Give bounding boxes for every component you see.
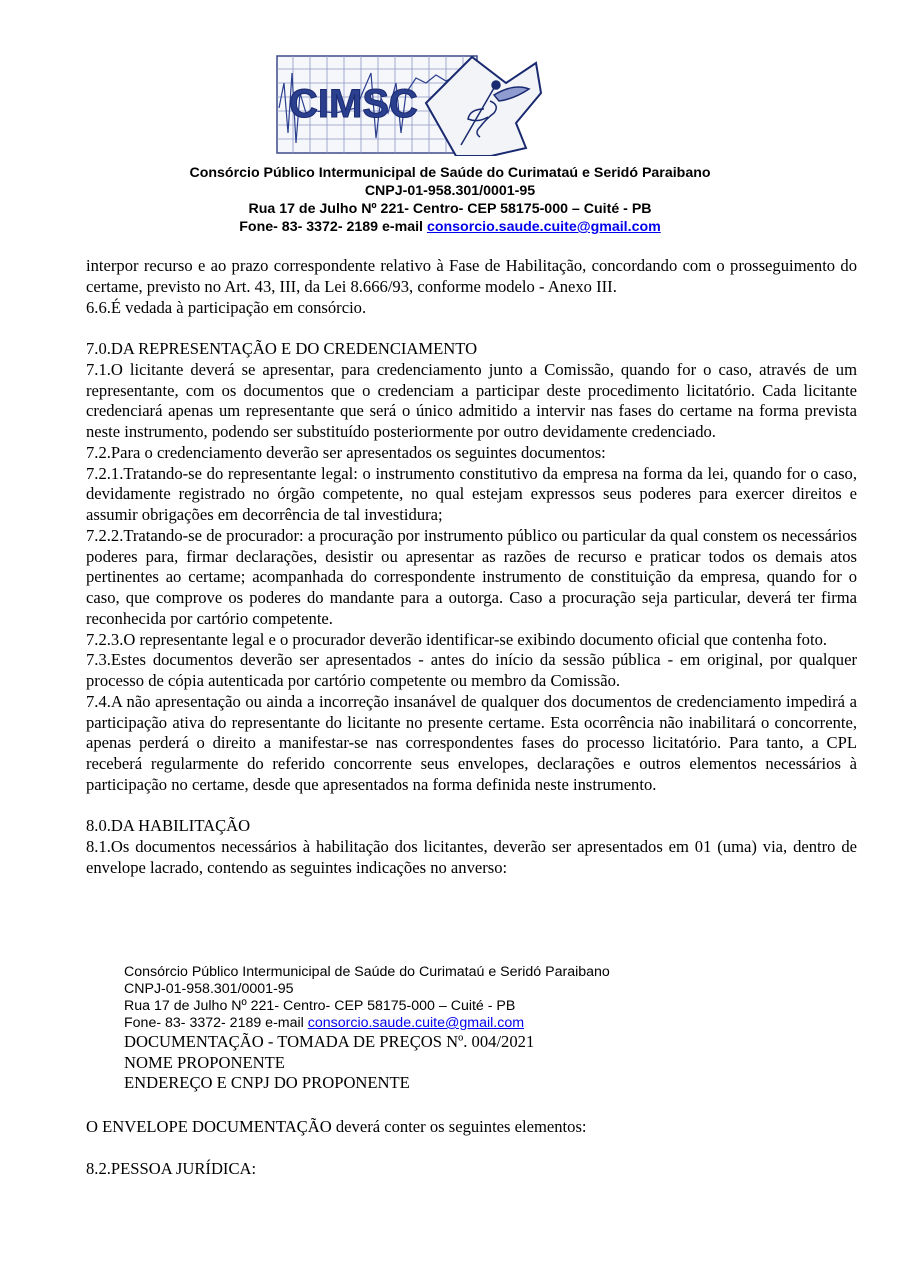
paragraph-7-3: 7.3.Estes documentos deverão ser apresentados - antes do início da sessão pública - em original, por qualquer processo de cópia autenticada por cartório competente ou membro da Comissão. <box>86 650 857 690</box>
document-body-end <box>86 1117 857 1179</box>
paragraph-7-4: 7.4.A não apresentação ou ainda a incorreção insanável de qualquer dos documentos de credenciamento impedirá a participação ativa do representante do licitante no presente certame. Esta ocorrência não inabilitará o concorrente, apenas perderá o direito a manifestar-se nas correspondentes fases do processo licitatório. Para tanto, a CPL receberá regularmente do referido concorrente seus envelopes, declarações e outros elementos necessários à participação no certame, desde que apresentados na forma definida neste instrumento. <box>86 691 857 794</box>
envelope-doc-line: DOCUMENTAÇÃO - TOMADA DE PREÇOS Nº. 004/2021 <box>124 1032 535 1051</box>
envelope-label-block <box>124 964 824 1094</box>
header-org-name: Consórcio Público Intermunicipal de Saúde do Curimataú e Seridó Paraibano <box>189 165 711 181</box>
envelope-phone: Fone- 83- 3372- 2189 e-mail <box>124 1015 308 1031</box>
paragraph-7-2-1: 7.2.1.Tratando-se do representante legal: o instrumento constitutivo da empresa na forma da lei, quando for o caso, devidamente registrado no órgão competente, no qual estejam expressos seus poderes para exercer direitos e assumir obrigações em decorrência de tal investidura; <box>86 463 857 524</box>
header-phone: Fone- 83- 3372- 2189 e-mail <box>239 219 427 235</box>
envelope-name-line: NOME PROPONENTE <box>124 1052 285 1072</box>
document-body <box>86 256 857 879</box>
section-7-title: 7.0.DA REPRESENTAÇÃO E DO CREDENCIAMENTO <box>86 339 478 358</box>
envelope-address-line: ENDEREÇO E CNPJ DO PROPONENTE <box>124 1073 410 1092</box>
envelope-contents-line: O ENVELOPE DOCUMENTAÇÃO deverá conter os seguintes elementos: <box>86 1117 587 1136</box>
paragraph-continuation: interpor recurso e ao prazo correspondente relativo à Fase de Habilitação, concordando com o prosseguimento do certame, previsto no Art. 43, III, da Lei 8.666/93, conforme modelo - Anexo III. <box>86 256 857 296</box>
envelope-org-name: Consórcio Público Intermunicipal de Saúde do Curimataú e Seridó Paraibano <box>124 964 610 980</box>
paragraph-6-6: 6.6.É vedada à participação em consórcio. <box>86 297 367 317</box>
envelope-email-link[interactable]: consorcio.saude.cuite@gmail.com <box>307 1015 525 1031</box>
svg-text:CIMSC: CIMSC <box>289 82 418 126</box>
cimsc-logo <box>276 53 542 156</box>
header-contact <box>0 218 900 236</box>
cimsc-logo-graphic <box>276 53 542 156</box>
envelope-address: Rua 17 de Julho Nº 221- Centro- CEP 58175-000 – Cuité - PB <box>124 998 516 1014</box>
paragraph-7-1: 7.1.O licitante deverá se apresentar, para credenciamento junto a Comissão, quando for o caso, através de um representante, com os documentos que o credenciam a participar deste procedimento licitatório. Cada licitante credenciará apenas um representante que será o único admitido a intervir nas fases do certame na forma prevista neste instrumento, podendo ser substituído posteriormente por outro devidamente credenciado. <box>86 359 857 441</box>
paragraph-8-2: 8.2.PESSOA JURÍDICA: <box>86 1158 257 1178</box>
paragraph-8-1: 8.1.Os documentos necessários à habilitação dos licitantes, deverão ser apresentados em 01 (uma) via, dentro de envelope lacrado, contendo as seguintes indicações no anverso: <box>86 837 857 877</box>
header-address: Rua 17 de Julho Nº 221- Centro- CEP 58175-000 – Cuité - PB <box>248 201 652 217</box>
envelope-cnpj: CNPJ-01-958.301/0001-95 <box>124 981 294 997</box>
paragraph-7-2-2: 7.2.2.Tratando-se de procurador: a procuração por instrumento público ou particular da qual constem os necessários poderes para, firmar declarações, desistir ou apresentar as razões de recurso e praticar todos os demais atos pertinentes ao certame; acompanhada do correspondente instrumento de constituição da empresa, quando for o caso, que comprove os poderes do mandante para a outorga. Caso a procuração seja particular, deverá ter firma reconhecida por cartório competente. <box>86 525 857 628</box>
paragraph-7-2: 7.2.Para o credenciamento deverão ser apresentados os seguintes documentos: <box>86 442 606 462</box>
paragraph-7-2-3: 7.2.3.O representante legal e o procurador deverão identificar-se exibindo documento oficial que contenha foto. <box>86 629 828 649</box>
header-email-link[interactable]: consorcio.saude.cuite@gmail.com <box>426 219 661 235</box>
section-8-title: 8.0.DA HABILITAÇÃO <box>86 816 251 836</box>
envelope-contact <box>124 1015 824 1032</box>
header-cnpj: CNPJ-01-958.301/0001-95 <box>364 183 536 199</box>
